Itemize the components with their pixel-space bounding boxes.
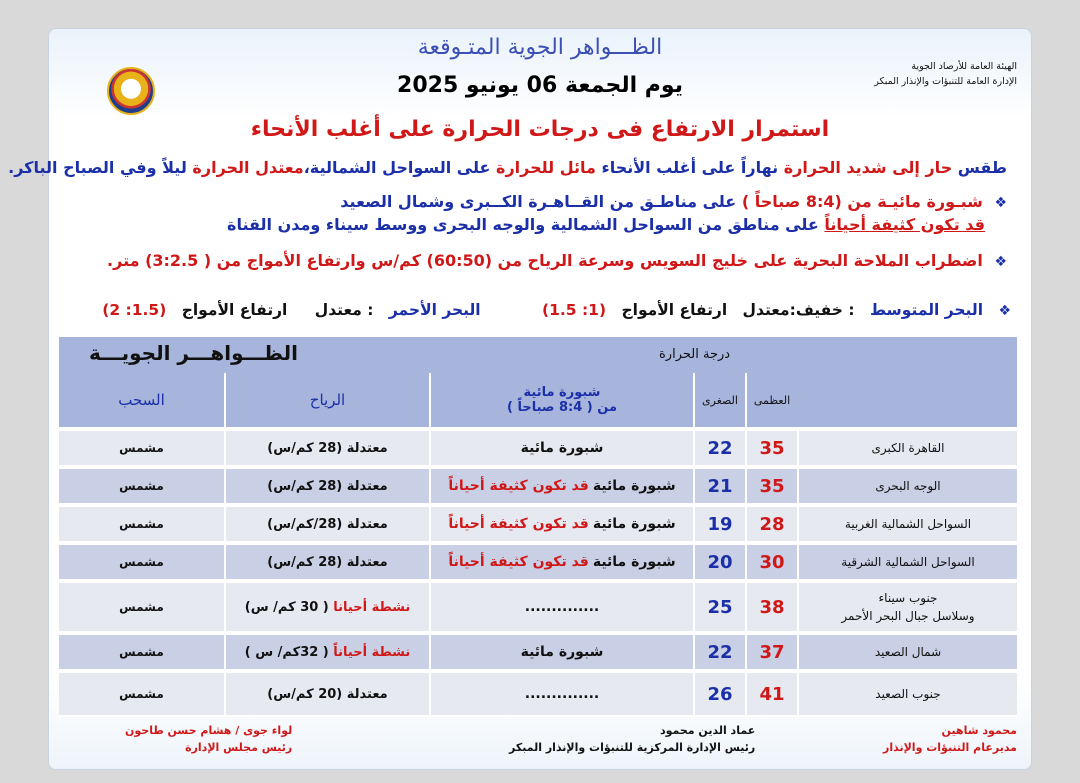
fog-header: شبورة مائية من ( 8:4 صباحاً ) <box>429 373 693 427</box>
table-row: الوجه البحرى 35 21 شبورة مائية قد تكون كثيفة أحياناً معتدلة (28 كم/س) مشمس <box>59 469 1017 505</box>
signature-chairman: لواء جوى / هشام حسن طاحون رئيس مجلس الإدارة <box>125 724 293 754</box>
sea-state-line: ❖ البحر المتوسط : خفيف:معتدل ارتفاع الأمواج (1: 1.5) البحر الأحمر : معتدل ارتفاع الأمواج (1.5: 2) <box>102 301 1011 319</box>
table-row: السواحل الشمالية الشرقية 30 20 شبورة مائية قد تكون كثيفة أحياناً معتدلة (28 كم/س) مشمس <box>59 545 1017 581</box>
diamond-bullet-icon: ❖ <box>994 254 1007 270</box>
table-row: شمال الصعيد 37 22 شبورة مائية نشطة أحياناً ( 32كم/ س ) مشمس <box>59 635 1017 671</box>
table-row: جنوب سيناء وسلاسل جبال البحر الأحمر 38 25 .............. نشطة أحيانا ( 30 كم/ س) مشمس <box>59 583 1017 633</box>
sea-bullet: ❖ اضطراب الملاحة البحرية على خليج السويس وسرعة الرياح من (60:50) كم/س وارتفاع الأمواج من ( 3:2.5) متر. <box>107 251 1007 270</box>
page-title: الظـــواهر الجوية المتـوقعة <box>417 35 663 60</box>
forecast-card <box>8 28 1032 770</box>
table-header-row <box>59 373 1017 429</box>
summary-line: طقس حار إلى شديد الحرارة نهاراً على أغلب الأنحاء مائل للحرارة على السواحل الشمالية،معتدل الحرارة ليلاً وفي الصباح الباكر. <box>8 158 1007 177</box>
forecast-headline: استمرار الارتفاع فى درجات الحرارة على أغلب الأنحاء <box>250 117 830 142</box>
forecast-summary <box>8 157 1007 285</box>
table-row: السواحل الشمالية الغربية 28 19 شبورة مائية قد تكون كثيفة أحياناً معتدلة (28/كم/س) مشمس <box>59 507 1017 543</box>
fog-bullet-cont: قد تكون كثيفة أحياناً على مناطق من السواحل الشمالية والوجه البحرى ووسط سيناء ومدن القناة <box>227 215 985 234</box>
fog-bullet: ❖ شبـورة مائيـة من (8:4 صباحاً ) على مناطـق من القــاهـرة الكــبرى وشمال الصعيد <box>340 192 1007 211</box>
phenomena-title: الظـــواهـــر الجويـــة <box>89 341 298 365</box>
agency-name: الهيئة العامة للأرصاد الجوية الإدارة العامة للتنبؤات والإنذار المبكر <box>874 61 1017 87</box>
table-row: القاهرة الكبرى 35 22 شبورة مائية معتدلة (28 كم/س) مشمس <box>59 431 1017 467</box>
wind-header: الرياح <box>224 373 429 427</box>
table-row: جنوب الصعيد 41 26 .............. معتدلة (20 كم/س) مشمس <box>59 673 1017 717</box>
temperature-label: درجة الحرارة <box>659 347 731 362</box>
signature-central-head: عماد الدين محمود رئيس الإدارة المركزية للتنبؤات والإنذار المبكر <box>509 724 756 754</box>
forecast-date: يوم الجمعة 06 يونيو 2025 <box>397 73 683 98</box>
cloud-header: السحب <box>118 391 165 409</box>
max-temp-header: العظمى <box>745 373 797 427</box>
signature-director: محمود شاهين مديرعام التنبؤات والإنذار <box>883 724 1017 754</box>
diamond-bullet-icon: ❖ <box>998 303 1011 319</box>
diamond-bullet-icon: ❖ <box>994 195 1007 211</box>
min-temp-header: الصغرى <box>693 373 745 427</box>
